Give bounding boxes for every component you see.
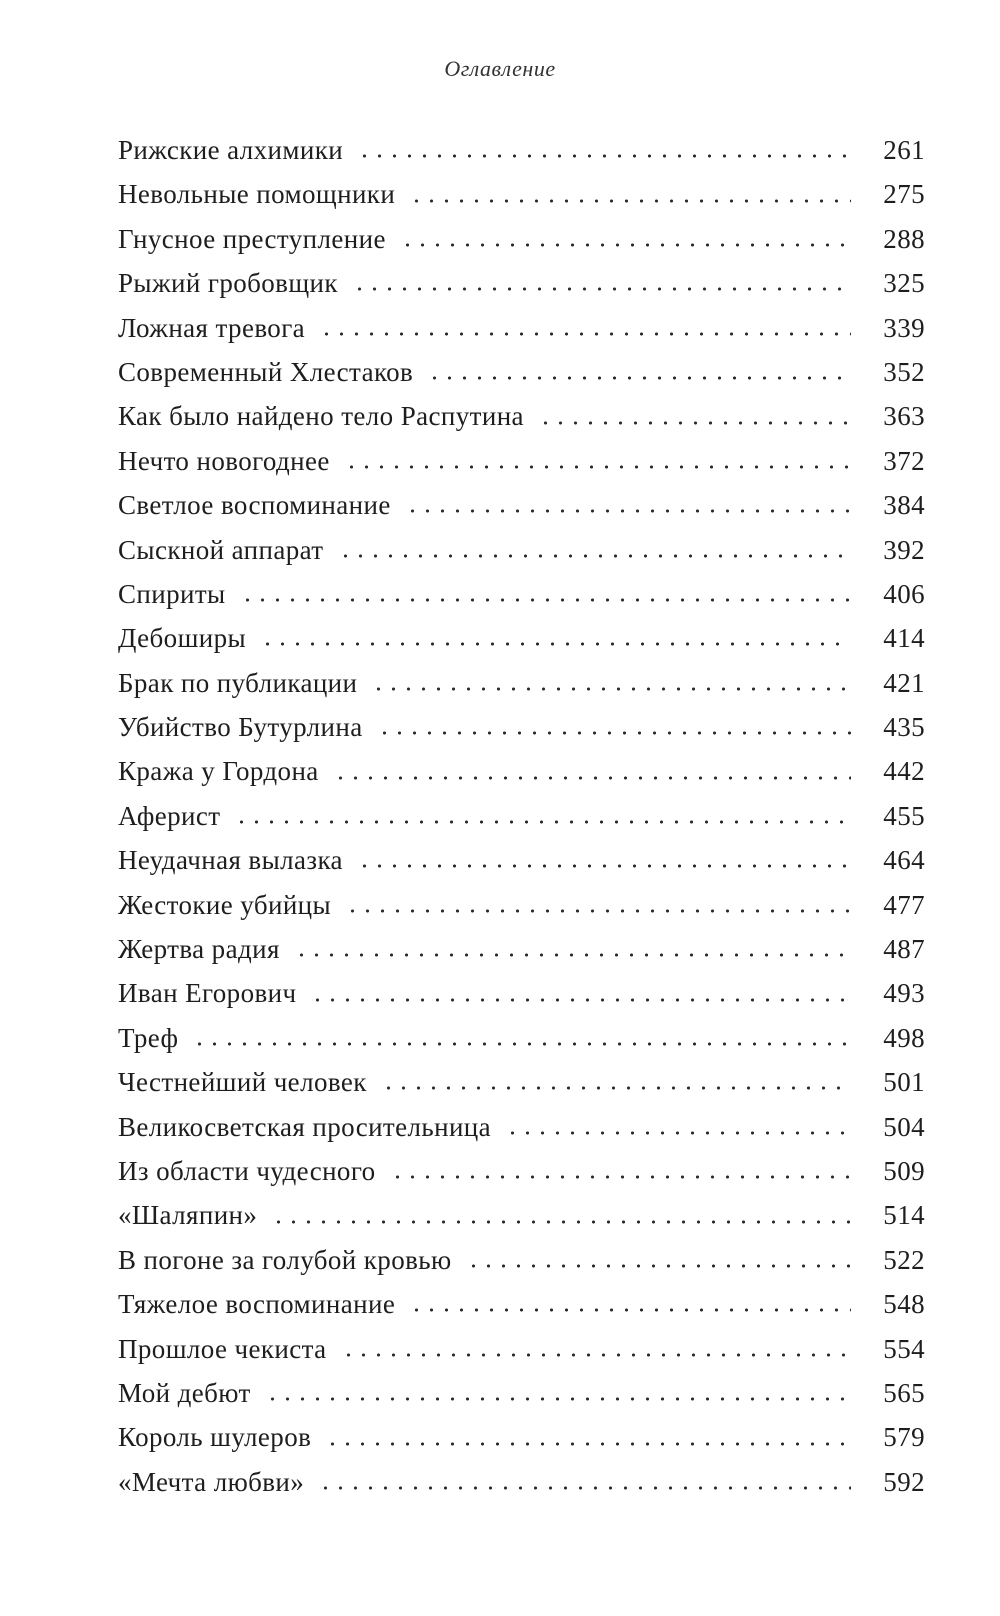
toc-entry-title: Неудачная вылазка xyxy=(118,845,343,876)
toc-entry-title: Тяжелое воспоминание xyxy=(118,1289,396,1320)
toc-entry-page-number: 352 xyxy=(883,356,925,387)
toc-entry[interactable] xyxy=(118,1149,925,1193)
toc-entry-title: Гнусное преступление xyxy=(118,223,386,254)
toc-entry-page-number: 514 xyxy=(883,1200,925,1231)
dot-leader xyxy=(357,151,851,161)
toc-entry-page-number: 414 xyxy=(883,623,925,654)
table-of-contents xyxy=(118,128,925,1504)
toc-entry-page-number: 487 xyxy=(883,934,925,965)
toc-entry-page-number: 261 xyxy=(883,135,925,165)
dot-leader xyxy=(333,773,851,783)
toc-entry[interactable] xyxy=(118,217,925,261)
toc-entry-title: Треф xyxy=(118,1022,179,1053)
toc-entry-page-number: 325 xyxy=(883,268,925,299)
toc-entry-title: Нечто новогоднее xyxy=(118,445,330,476)
toc-entry-title: Невольные помощники xyxy=(118,179,396,210)
dot-leader xyxy=(260,639,851,649)
toc-entry-title: Ложная тревога xyxy=(118,312,306,343)
toc-entry-title: Современный Хлестаков xyxy=(118,356,414,387)
dot-leader xyxy=(318,1483,851,1493)
toc-entry-title: Брак по публикации xyxy=(118,667,358,698)
dot-leader xyxy=(341,1350,851,1360)
toc-entry-title: Убийство Бутурлина xyxy=(118,712,363,743)
toc-entry-page-number: 288 xyxy=(883,223,925,254)
toc-entry-page-number: 435 xyxy=(883,712,925,743)
toc-entry-page-number: 501 xyxy=(883,1067,925,1098)
toc-entry[interactable] xyxy=(118,661,925,705)
toc-entry[interactable] xyxy=(118,927,925,971)
toc-entry[interactable] xyxy=(118,1282,925,1326)
dot-leader xyxy=(240,595,851,605)
dot-leader xyxy=(538,418,851,428)
dot-leader xyxy=(505,1128,851,1138)
toc-entry-title: Жестокие убийцы xyxy=(118,889,332,920)
toc-entry[interactable] xyxy=(118,883,925,927)
toc-entry-title: Из области чудесного xyxy=(118,1155,376,1186)
toc-entry[interactable] xyxy=(118,838,925,882)
toc-entry-page-number: 592 xyxy=(883,1466,925,1497)
toc-entry-title: Сыскной аппарат xyxy=(118,534,324,565)
dot-leader xyxy=(345,906,851,916)
dot-leader xyxy=(265,1394,851,1404)
dot-leader xyxy=(405,506,851,516)
toc-entry-page-number: 565 xyxy=(883,1377,925,1408)
dot-leader xyxy=(371,684,851,694)
toc-entry-title: Как было найдено тело Распутина xyxy=(118,401,524,432)
toc-entry-title: Прошлое чекиста xyxy=(118,1333,327,1364)
toc-entry[interactable] xyxy=(118,705,925,749)
dot-leader xyxy=(409,1305,851,1315)
toc-entry[interactable] xyxy=(118,1460,925,1504)
toc-entry[interactable] xyxy=(118,1105,925,1149)
toc-entry-title: Честнейший человек xyxy=(118,1067,367,1098)
dot-leader xyxy=(338,551,852,561)
dot-leader xyxy=(325,1439,851,1449)
toc-entry-title: «Мечта любви» xyxy=(118,1466,305,1497)
toc-entry-page-number: 554 xyxy=(883,1333,925,1364)
toc-entry-title: Дебоширы xyxy=(118,623,247,654)
toc-entry-page-number: 509 xyxy=(883,1155,925,1186)
dot-leader xyxy=(352,284,851,294)
dot-leader xyxy=(427,373,851,383)
toc-entry-page-number: 455 xyxy=(883,800,925,831)
toc-entry[interactable] xyxy=(118,261,925,305)
running-head: Оглавление xyxy=(444,56,556,81)
toc-entry-title: Король шулеров xyxy=(118,1422,312,1453)
toc-entry-page-number: 339 xyxy=(883,312,925,343)
toc-entry-page-number: 363 xyxy=(883,401,925,432)
toc-entry-page-number: 504 xyxy=(883,1111,925,1142)
dot-leader xyxy=(344,462,851,472)
toc-entry-page-number: 384 xyxy=(883,490,925,521)
toc-entry[interactable] xyxy=(118,128,925,172)
toc-entry-page-number: 421 xyxy=(883,667,925,698)
toc-entry-title: Иван Егорович xyxy=(118,978,297,1009)
toc-entry[interactable] xyxy=(118,749,925,793)
dot-leader xyxy=(377,728,851,738)
dot-leader xyxy=(390,1172,851,1182)
toc-entry[interactable] xyxy=(118,1327,925,1371)
dot-leader xyxy=(400,240,851,250)
dot-leader xyxy=(409,196,851,206)
toc-entry-title: Мой дебют xyxy=(118,1377,251,1408)
toc-entry-page-number: 498 xyxy=(883,1022,925,1053)
toc-entry[interactable] xyxy=(118,1193,925,1237)
toc-entry[interactable] xyxy=(118,616,925,660)
dot-leader xyxy=(192,1039,851,1049)
toc-entry-page-number: 477 xyxy=(883,889,925,920)
toc-entry-title: Рижские алхимики xyxy=(118,135,344,165)
toc-entry-title: Спириты xyxy=(118,578,226,609)
dot-leader xyxy=(466,1261,851,1271)
toc-entry[interactable] xyxy=(118,528,925,572)
toc-entry-title: Великосветская просительница xyxy=(118,1111,492,1142)
dot-leader xyxy=(381,1083,851,1093)
toc-entry[interactable] xyxy=(118,1371,925,1415)
toc-entry-page-number: 372 xyxy=(883,445,925,476)
dot-leader xyxy=(357,861,851,871)
toc-entry[interactable] xyxy=(118,1060,925,1104)
toc-entry-title: Аферист xyxy=(118,800,221,831)
toc-entry-page-number: 392 xyxy=(883,534,925,565)
dot-leader xyxy=(271,1217,851,1227)
dot-leader xyxy=(310,995,851,1005)
toc-entry-page-number: 548 xyxy=(883,1289,925,1320)
toc-entry-title: «Шаляпин» xyxy=(118,1200,258,1231)
toc-entry-page-number: 579 xyxy=(883,1422,925,1453)
dot-leader xyxy=(294,950,851,960)
toc-entry-page-number: 406 xyxy=(883,578,925,609)
toc-entry-page-number: 493 xyxy=(883,978,925,1009)
toc-entry-title: В погоне за голубой кровью xyxy=(118,1244,452,1275)
toc-entry-title: Рыжий гробовщик xyxy=(118,268,338,299)
toc-entry-title: Светлое воспоминание xyxy=(118,490,391,521)
toc-entry[interactable] xyxy=(118,439,925,483)
toc-entry-title: Жертва радия xyxy=(118,934,280,965)
toc-entry[interactable] xyxy=(118,572,925,616)
toc-entry-page-number: 275 xyxy=(883,179,925,210)
toc-entry-page-number: 464 xyxy=(883,845,925,876)
toc-entry-page-number: 522 xyxy=(883,1244,925,1275)
toc-entry[interactable] xyxy=(118,971,925,1015)
toc-entry[interactable] xyxy=(118,1016,925,1060)
dot-leader xyxy=(319,329,851,339)
toc-entry[interactable] xyxy=(118,172,925,216)
toc-entry[interactable] xyxy=(118,394,925,438)
toc-entry[interactable] xyxy=(118,483,925,527)
toc-entry[interactable] xyxy=(118,306,925,350)
dot-leader xyxy=(234,817,851,827)
toc-entry[interactable] xyxy=(118,350,925,394)
toc-entry-title: Кража у Гордона xyxy=(118,756,319,787)
toc-entry[interactable] xyxy=(118,794,925,838)
toc-entry[interactable] xyxy=(118,1238,925,1282)
toc-entry-page-number: 442 xyxy=(883,756,925,787)
toc-entry[interactable] xyxy=(118,1415,925,1459)
